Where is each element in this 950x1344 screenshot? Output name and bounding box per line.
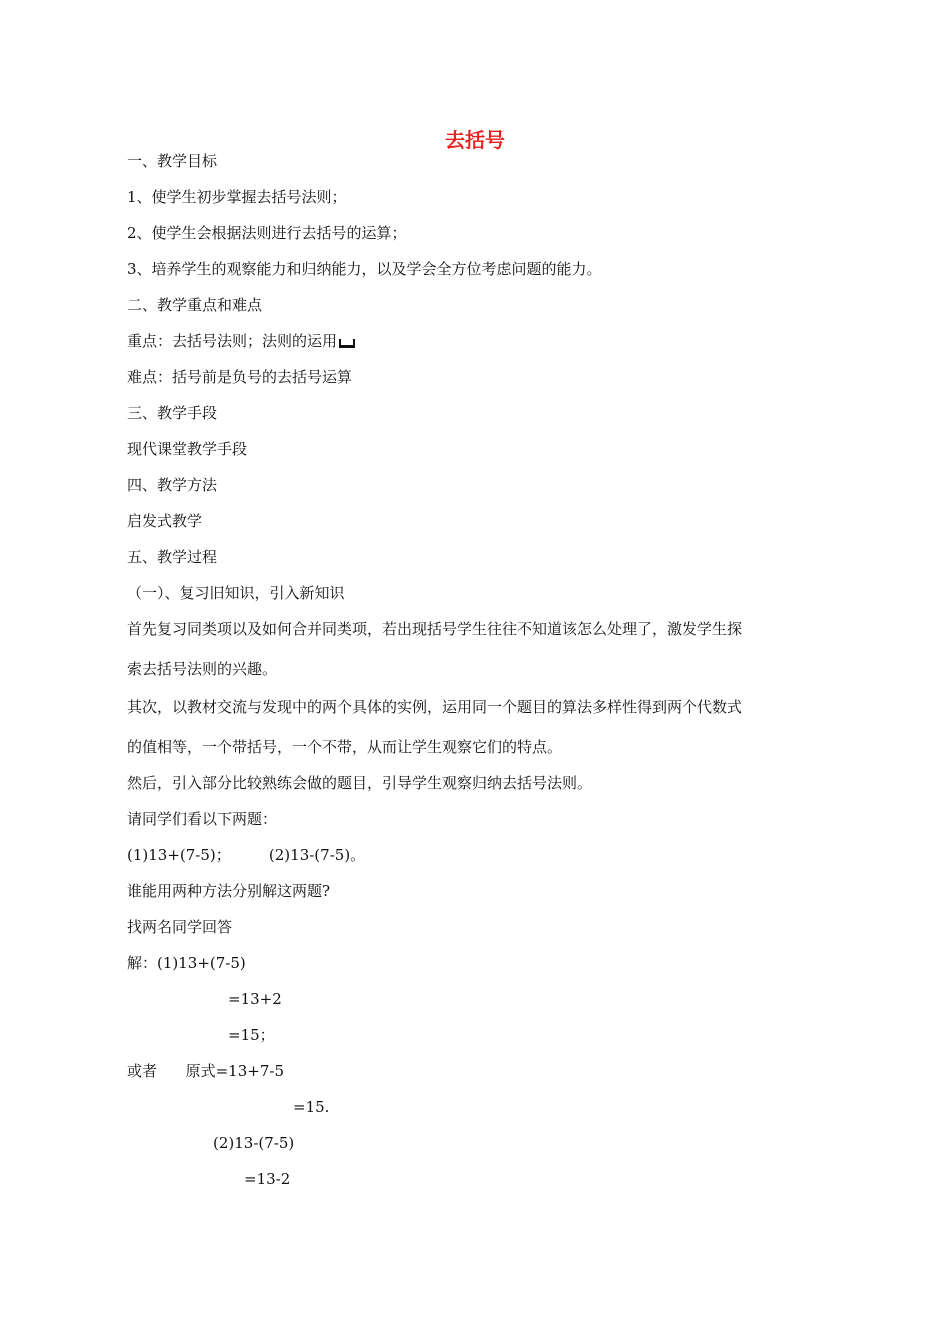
key-point-line [127, 331, 355, 351]
objective-item: 2、使学生会根据法则进行去括号的运算； [127, 224, 407, 242]
paragraph: 找两名同学回答 [127, 918, 233, 936]
section-heading-means: 三、教学手段 [127, 404, 218, 422]
solution-line: (2)13-(7-5) [213, 1134, 295, 1152]
paragraph: 谁能用两种方法分别解这两题? [127, 882, 331, 900]
paragraph: 其次，以教材交流与发现中的两个具体的实例，运用同一个题目的算法多样性得到两个代数式 [127, 698, 743, 716]
section-heading-methods: 四、教学方法 [127, 476, 218, 494]
solution-step: =15. [293, 1098, 330, 1116]
paragraph: 启发式教学 [127, 512, 203, 530]
solution-step: =15； [228, 1026, 275, 1044]
key-point-text: 重点：去括号法则；法则的运用 [127, 332, 338, 350]
paragraph: 的值相等，一个带括号，一个不带，从而让学生观察它们的特点。 [127, 738, 563, 756]
solution-alternative: 或者 原式=13+7-5 [127, 1062, 284, 1080]
subsection-heading: （一）、复习旧知识，引入新知识 [127, 584, 345, 602]
solution-step: =13+2 [228, 990, 282, 1008]
paragraph: 然后，引入部分比较熟练会做的题目，引导学生观察归纳去括号法则。 [127, 774, 593, 792]
difficulty-line: 难点：括号前是负号的去括号运算 [127, 368, 353, 386]
paragraph: 请同学们看以下两题： [127, 810, 278, 828]
paragraph: 首先复习同类项以及如何合并同类项，若出现括号学生往往不知道该怎么处理了，激发学生探 [127, 620, 743, 638]
solution-step: =13-2 [244, 1170, 291, 1188]
section-heading-objectives: 一、教学目标 [127, 152, 218, 170]
math-problems: (1)13+(7-5)； (2)13-(7-5)。 [127, 846, 366, 864]
solution-line: 解：(1)13+(7-5) [127, 954, 246, 972]
paragraph: 现代课堂教学手段 [127, 440, 248, 458]
underscore-mark-icon [339, 339, 355, 348]
objective-item: 3、培养学生的观察能力和归纳能力，以及学会全方位考虑问题的能力。 [127, 260, 602, 278]
objective-item: 1、使学生初步掌握去括号法则； [127, 188, 347, 206]
section-heading-key-points: 二、教学重点和难点 [127, 296, 263, 314]
document-title: 去括号 [445, 128, 505, 152]
paragraph: 索去括号法则的兴趣。 [127, 660, 278, 678]
section-heading-process: 五、教学过程 [127, 548, 218, 566]
